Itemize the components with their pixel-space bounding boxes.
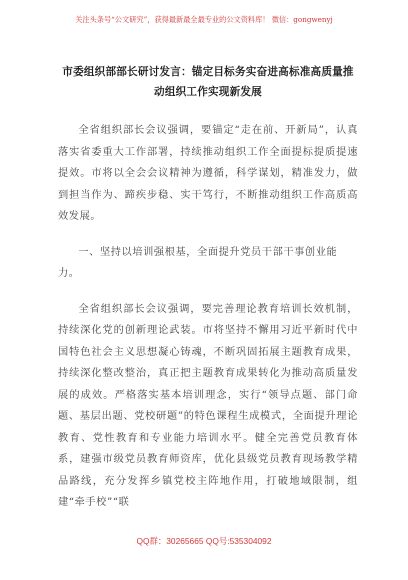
section-1-paragraph: 全省组织部长会议强调，要完善理论教育培训长效机制，持续深化党的创新理论武装。市将坚持不懈用习近平新时代中国特色社会主义思想凝心铸魂，不断巩固拓展主题教育成果，持续深化整改整治，真正把主题教育成果转化为推动高质量发展的成效。严格落实基本培训理念，实行“领导点题、部门命题、基层出题、党校研题”的特色课程生成模式，全面提升理论教育、党性教育和专业能力培训水平。健全完善党员教育体系，建强市级党员教育师资库，优化县级党员教育现场教学精品路线，充分发挥乡镇党校主阵地作用，打破地域限制，组建“牵手校”“联 [58, 303, 358, 508]
section-heading-1: 一、坚持以培训强根基，全面提升党员干部干事创业能力。 [58, 246, 338, 279]
document-body [58, 120, 358, 528]
page-title: 市委组织部部长研讨发言：锚定目标务实奋进高标准高质量推动组织工作实现新发展 [62, 66, 354, 98]
intro-paragraph: 全省组织部长会议强调，要锚定“走在前、开新局”，认真落实省委重大工作部署，持续推动组织工作全面提标提质提速提效。市将以全会会议精神为遵循，科学谋划，精准发力，做到担当作为、蹄疾步稳、实干笃行，不断推动组织工作高质高效发展。 [58, 125, 358, 222]
footer-contact-text: QQ群：30265665 QQ号:535304092 [136, 536, 272, 546]
header-promo-text: 关注头条号“公文研究”，获得最新最全最专业的公文资料库！ 微信：gongwenyj [75, 15, 333, 24]
